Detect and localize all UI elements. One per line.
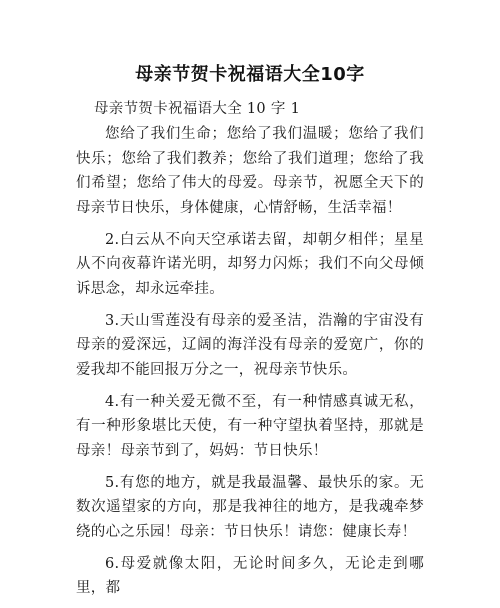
document-title: 母亲节贺卡祝福语大全10字	[135, 64, 365, 85]
paragraph-3: 3.天山雪莲没有母亲的爱圣洁，浩瀚的宇宙没有母亲的爱深远，辽阔的海洋没有母亲的爱宽广，你的爱我却不能回报万分之一，祝母亲节快乐。	[76, 312, 424, 378]
paragraph-6: 6.母爱就像太阳，无论时间多久，无论走到哪里，都	[76, 555, 424, 596]
paragraph-5: 5.有您的地方，就是我最温馨、最快乐的家。无数次遥望家的方向，那是我神往的地方，是我魂牵梦绕的心之乐园！母亲：节日快乐！请您：健康长寿！	[76, 474, 424, 540]
paragraph-2: 2.白云从不向天空承诺去留，却朝夕相伴；星星从不向夜幕许诺光明，却努力闪烁；我们不向父母倾诉思念，却永远牵挂。	[76, 231, 424, 297]
paragraph-1: 您给了我们生命；您给了我们温暖；您给了我们快乐；您给了我们教养；您给了我们道理；您给了我们希望；您给了伟大的母爱。母亲节，祝愿全天下的母亲节日快乐，身体健康，心情舒畅，生活幸福！	[76, 126, 424, 216]
paragraph-4: 4.有一种关爱无微不至，有一种情感真诚无私，有一种形象堪比天使，有一种守望执着坚持，那就是母亲！母亲节到了，妈妈：节日快乐！	[76, 393, 424, 459]
document-subtitle: 母亲节贺卡祝福语大全 10 字 1	[94, 101, 301, 117]
document-body	[76, 122, 424, 608]
